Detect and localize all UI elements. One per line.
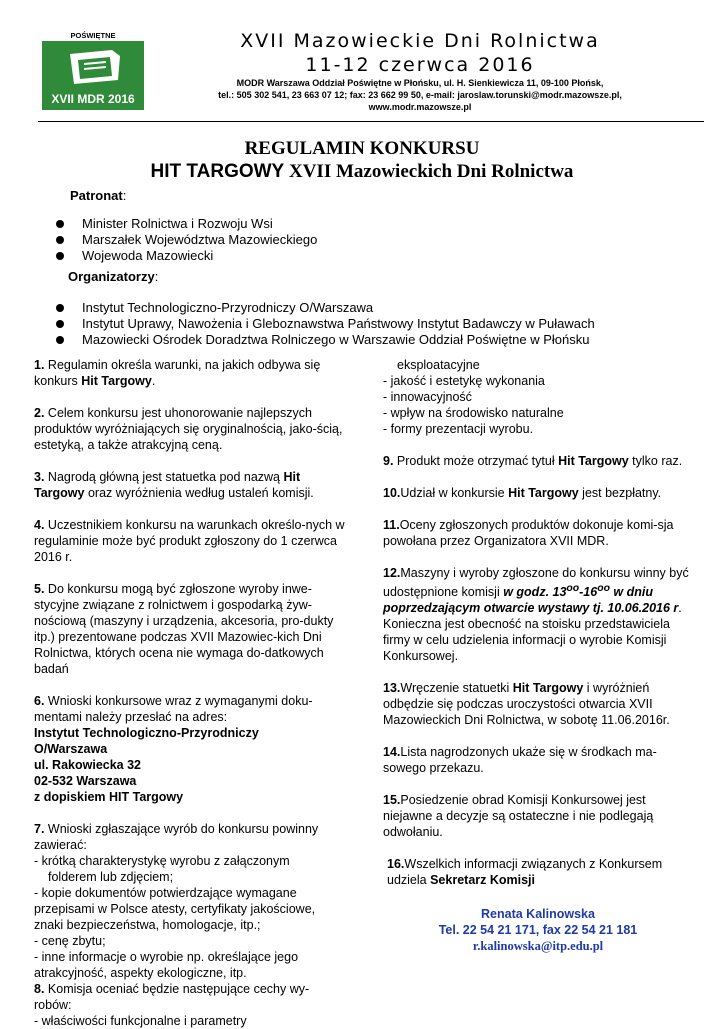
event-date: 11-12 czerwca 2016 — [305, 54, 535, 76]
address-line: O/Warszawa — [34, 742, 108, 756]
rule-10: 10.Udział w konkursie Hit Targowy jest bezpłatny. — [383, 486, 662, 500]
document-subtitle — [0, 161, 724, 183]
contact-phone: Tel. 22 54 21 171, fax 22 54 21 181 — [438, 923, 638, 937]
patronat-list — [56, 216, 317, 264]
event-name: XVII Mazowieckie Dni Rolnictwa — [240, 30, 600, 52]
list-item: Instytut Uprawy, Nawożenia i Gleboznawstwa Państwowy Instytut Badawczy w Puławach — [56, 316, 595, 332]
header-divider — [38, 121, 704, 122]
header-address: MODR Warszawa Oddział Poświętne w Płońsku, ul. H. Sienkiewicza 11, 09-100 Płońsk, — [236, 78, 604, 88]
header-contact: tel.: 505 302 541, 23 663 07 12; fax: 23 662 99 50, e-mail: jaroslaw.torunski@modr.mazowsze.pl, — [218, 90, 622, 100]
list-item: Instytut Technologiczno-Przyrodniczy O/Warszawa — [56, 300, 595, 316]
document-title: REGULAMIN KONKURSU — [244, 138, 480, 159]
rule-13: 13.Wręczenie statuetki Hit Targowy i wyróżnień odbędzie się podczas uroczystości otwarcia XVII Mazowieckich Dni Rolnictwa, w sobotę 11.06.2016r. — [383, 681, 670, 728]
rule-12: 12.Maszyny i wyroby zgłoszone do konkursu winny być udostępnione komisji w godz. $13^{oo}-16^{oo}$ w dniu poprzedzającym otwarcie wystawy tj. 10.06.2016 r. Konieczna jest obecność na stoisku przedstawiciela firmy w celu udzielenia informacji o wyrobie Komisji Konkursowej. — [383, 566, 689, 664]
mdr-logo — [40, 30, 146, 112]
list-item: Mazowiecki Ośrodek Doradztwa Rolniczego w Warszawie Oddział Poświętne w Płońsku — [56, 332, 595, 348]
rule-7: 7. Wnioski zgłaszające wyrób do konkursu powinny zawierać: - krótką charakterystykę wyrobu z załączonym folderem lub zdjęciem; - kopie dokumentów potwierdzające wymagane przepisami w Polsce atesty, certyfikaty jakościowe, znaki bezpieczeństwa, homologacje, itp.; - cenę zbytu; - inne informacje o wyrobie np. określające jego atrakcyjność, aspekty ekologiczne, itp. — [34, 822, 319, 980]
organizatorzy-heading: Organizatorzy: — [68, 269, 159, 284]
address-line: 02-532 Warszawa — [34, 774, 137, 788]
rule-8: 8. Komisja oceniać będzie następujące cechy wy-robów: - właściwości funkcjonalne i parametry — [34, 982, 310, 1028]
rule-5: 5. Do konkursu mogą być zgłoszone wyroby inwe-stycyjne związane z rolnictwem i gospodarką żyw-nościową (maszyny i urządzenia, akcesoria, pro-dukty itp.) prezentowane podczas XVII Mazowiec-kich Dni Rolnictwa, których ocena nie wymaga do-datkowych badań — [34, 582, 334, 676]
logo-top-text: POŚWIĘTNE — [70, 31, 116, 40]
left-column — [34, 357, 346, 1029]
logo-bottom-text: XVII MDR 2016 — [51, 92, 135, 106]
rule-15: 15.Posiedzenie obrad Komisji Konkursowej jest niejawne a decyzje są ostateczne i nie podlegają odwołaniu. — [383, 793, 654, 840]
address-line: z dopiskiem HIT Targowy — [34, 790, 184, 804]
organizatorzy-list — [56, 300, 595, 348]
list-item: Marszałek Województwa Mazowieckiego — [56, 232, 317, 248]
rule-11: 11.Oceny zgłoszonych produktów dokonuje komi-sja powołana przez Organizatora XVII MDR. — [383, 518, 674, 548]
right-column — [383, 357, 693, 904]
rule-1: 1. Regulamin określa warunki, na jakich odbywa się konkurs Hit Targowy. — [34, 358, 321, 388]
rule-2: 2. Celem konkursu jest uhonorowanie najlepszych produktów wyróżniających się oryginalnością, jako-ścią, estetyką, a także atrakcyjną ceną. — [34, 406, 343, 452]
list-item: Wojewoda Mazowiecki — [56, 248, 317, 264]
address-line: Instytut Technologiczno-Przyrodniczy — [34, 726, 259, 740]
hit-targowy-title: HIT TARGOWY — [150, 161, 285, 182]
rule-14: 14.Lista nagrodzonych ukaże się w środkach ma-sowego przekazu. — [383, 745, 657, 776]
rule-16: 16.Wszelkich informacji związanych z Konkursem udziela Sekretarz Komisji — [387, 857, 663, 888]
rule-8-continued: eksploatacyjne - jakość i estetykę wykonania - innowacyjność - wpływ na środowisko naturalne - formy prezentacji wyrobu. — [383, 358, 564, 436]
contact-email[interactable]: r.kalinowska@itp.edu.pl — [472, 939, 604, 953]
rule-6: 6. Wnioski konkursowe wraz z wymaganymi doku-mentami należy przesłać na adres: Instytut Technologiczno-Przyrodniczy O/Warszawa ul. Rakowiecka 32 02-532 Warszawa z dopiskiem HIT Targowy — [34, 694, 313, 804]
patronat-heading: Patronat: — [70, 188, 127, 203]
contact-block — [383, 906, 693, 954]
address-line: ul. Rakowiecka 32 — [34, 758, 142, 772]
rule-3: 3. Nagrodą główną jest statuetka pod nazwą Hit Targowy oraz wyróżnienia według ustaleń komisji. — [34, 470, 314, 500]
contact-name: Renata Kalinowska — [481, 907, 595, 921]
rule-4: 4. Uczestnikiem konkursu na warunkach określo-nych w regulaminie może być produkt zgłoszony do 1 czerwca 2016 r. — [34, 518, 345, 564]
rule-9: 9. Produkt może otrzymać tytuł Hit Targowy tylko raz. — [383, 454, 683, 468]
subtitle-rest: XVII Mazowieckich Dni Rolnictwa — [284, 161, 574, 182]
list-item: Minister Rolnictwa i Rozwoju Wsi — [56, 216, 317, 232]
header-website: www.modr.mazowsze.pl — [368, 102, 472, 112]
